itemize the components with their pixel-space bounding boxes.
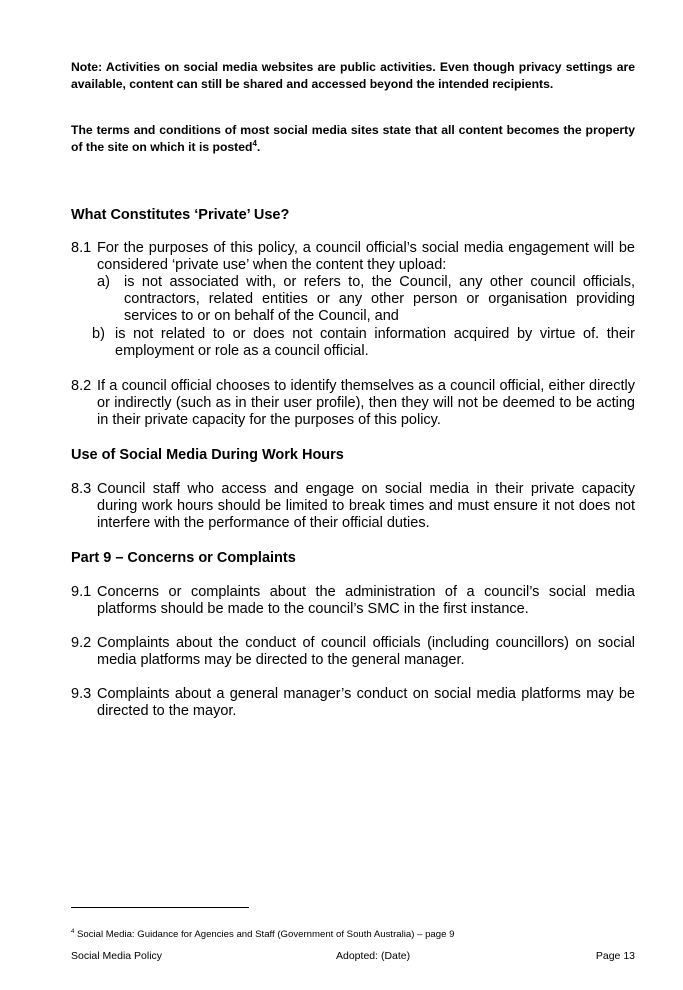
clause-8-2	[71, 378, 635, 429]
clause-text: Concerns or complaints about the administration of a council’s social media platforms should be made to the council’s SMC in the first instance.	[97, 584, 635, 617]
clause-number: 8.2	[71, 378, 92, 394]
clause-text: If a council official chooses to identify themselves as a council official, either directly or indirectly (such as in their user profile), then they will not be deemed to be acting in their private capacity for the purposes of this policy.	[97, 378, 635, 428]
heading-part-9: Part 9 – Concerns or Complaints	[71, 550, 296, 566]
terms-note-end: .	[256, 140, 261, 154]
heading-work-hours: Use of Social Media During Work Hours	[71, 447, 344, 463]
clause-9-2	[71, 635, 635, 669]
clause-text: Complaints about a general manager’s conduct on social media platforms may be directed to the mayor.	[97, 686, 635, 719]
terms-note-text: The terms and conditions of most social media sites state that all content becomes the property of the site on which it is posted	[71, 123, 635, 154]
footer-adopted-date: Adopted: (Date)	[336, 950, 411, 962]
clause-8-1	[71, 240, 635, 274]
clause-text: Council staff who access and engage on social media in their private capacity during work hours should be limited to break times and must ensure it not does not interfere with the performance of their official duties.	[97, 481, 635, 531]
footer-page-number: Page 13	[595, 950, 635, 962]
clause-9-1	[71, 584, 635, 618]
clause-number: 9.3	[71, 686, 92, 702]
clause-number: 9.2	[71, 635, 92, 651]
list-item-text: is not related to or does not contain information acquired by virtue of. their employment or role as a council official.	[115, 326, 635, 359]
list-marker: b)	[92, 326, 105, 342]
terms-note	[71, 122, 635, 156]
clause-9-3	[71, 686, 635, 720]
footer-document-title: Social Media Policy	[71, 950, 163, 962]
clause-number: 8.1	[71, 240, 92, 256]
clause-number: 9.1	[71, 584, 92, 600]
footnote-separator	[71, 907, 249, 908]
clause-8-1-b	[92, 326, 635, 360]
footnote-4	[71, 929, 454, 941]
heading-private-use: What Constitutes ‘Private’ Use?	[71, 207, 290, 223]
list-marker: a)	[97, 274, 110, 290]
clause-text: Complaints about the conduct of council officials (including councillors) on social media platforms may be directed to the general manager.	[97, 635, 635, 668]
clause-8-3	[71, 481, 635, 532]
footnote-ref-4[interactable]: 4	[252, 138, 257, 148]
footnote-number: 4	[71, 928, 75, 935]
clause-number: 8.3	[71, 481, 92, 497]
privacy-note: Note: Activities on social media websites are public activities. Even though privacy settings are available, content can still be shared and accessed beyond the intended recipients.	[71, 60, 635, 91]
clause-8-1-a	[97, 274, 635, 325]
clause-text: For the purposes of this policy, a council official’s social media engagement will be considered ‘private use’ when the content they upload:	[97, 240, 635, 273]
footnote-text: Social Media: Guidance for Agencies and Staff (Government of South Australia) – page 9	[74, 929, 455, 940]
list-item-text: is not associated with, or refers to, the Council, any other council officials, contractors, related entities or any other person or organisation providing services to or on behalf of the Council, and	[124, 274, 635, 324]
